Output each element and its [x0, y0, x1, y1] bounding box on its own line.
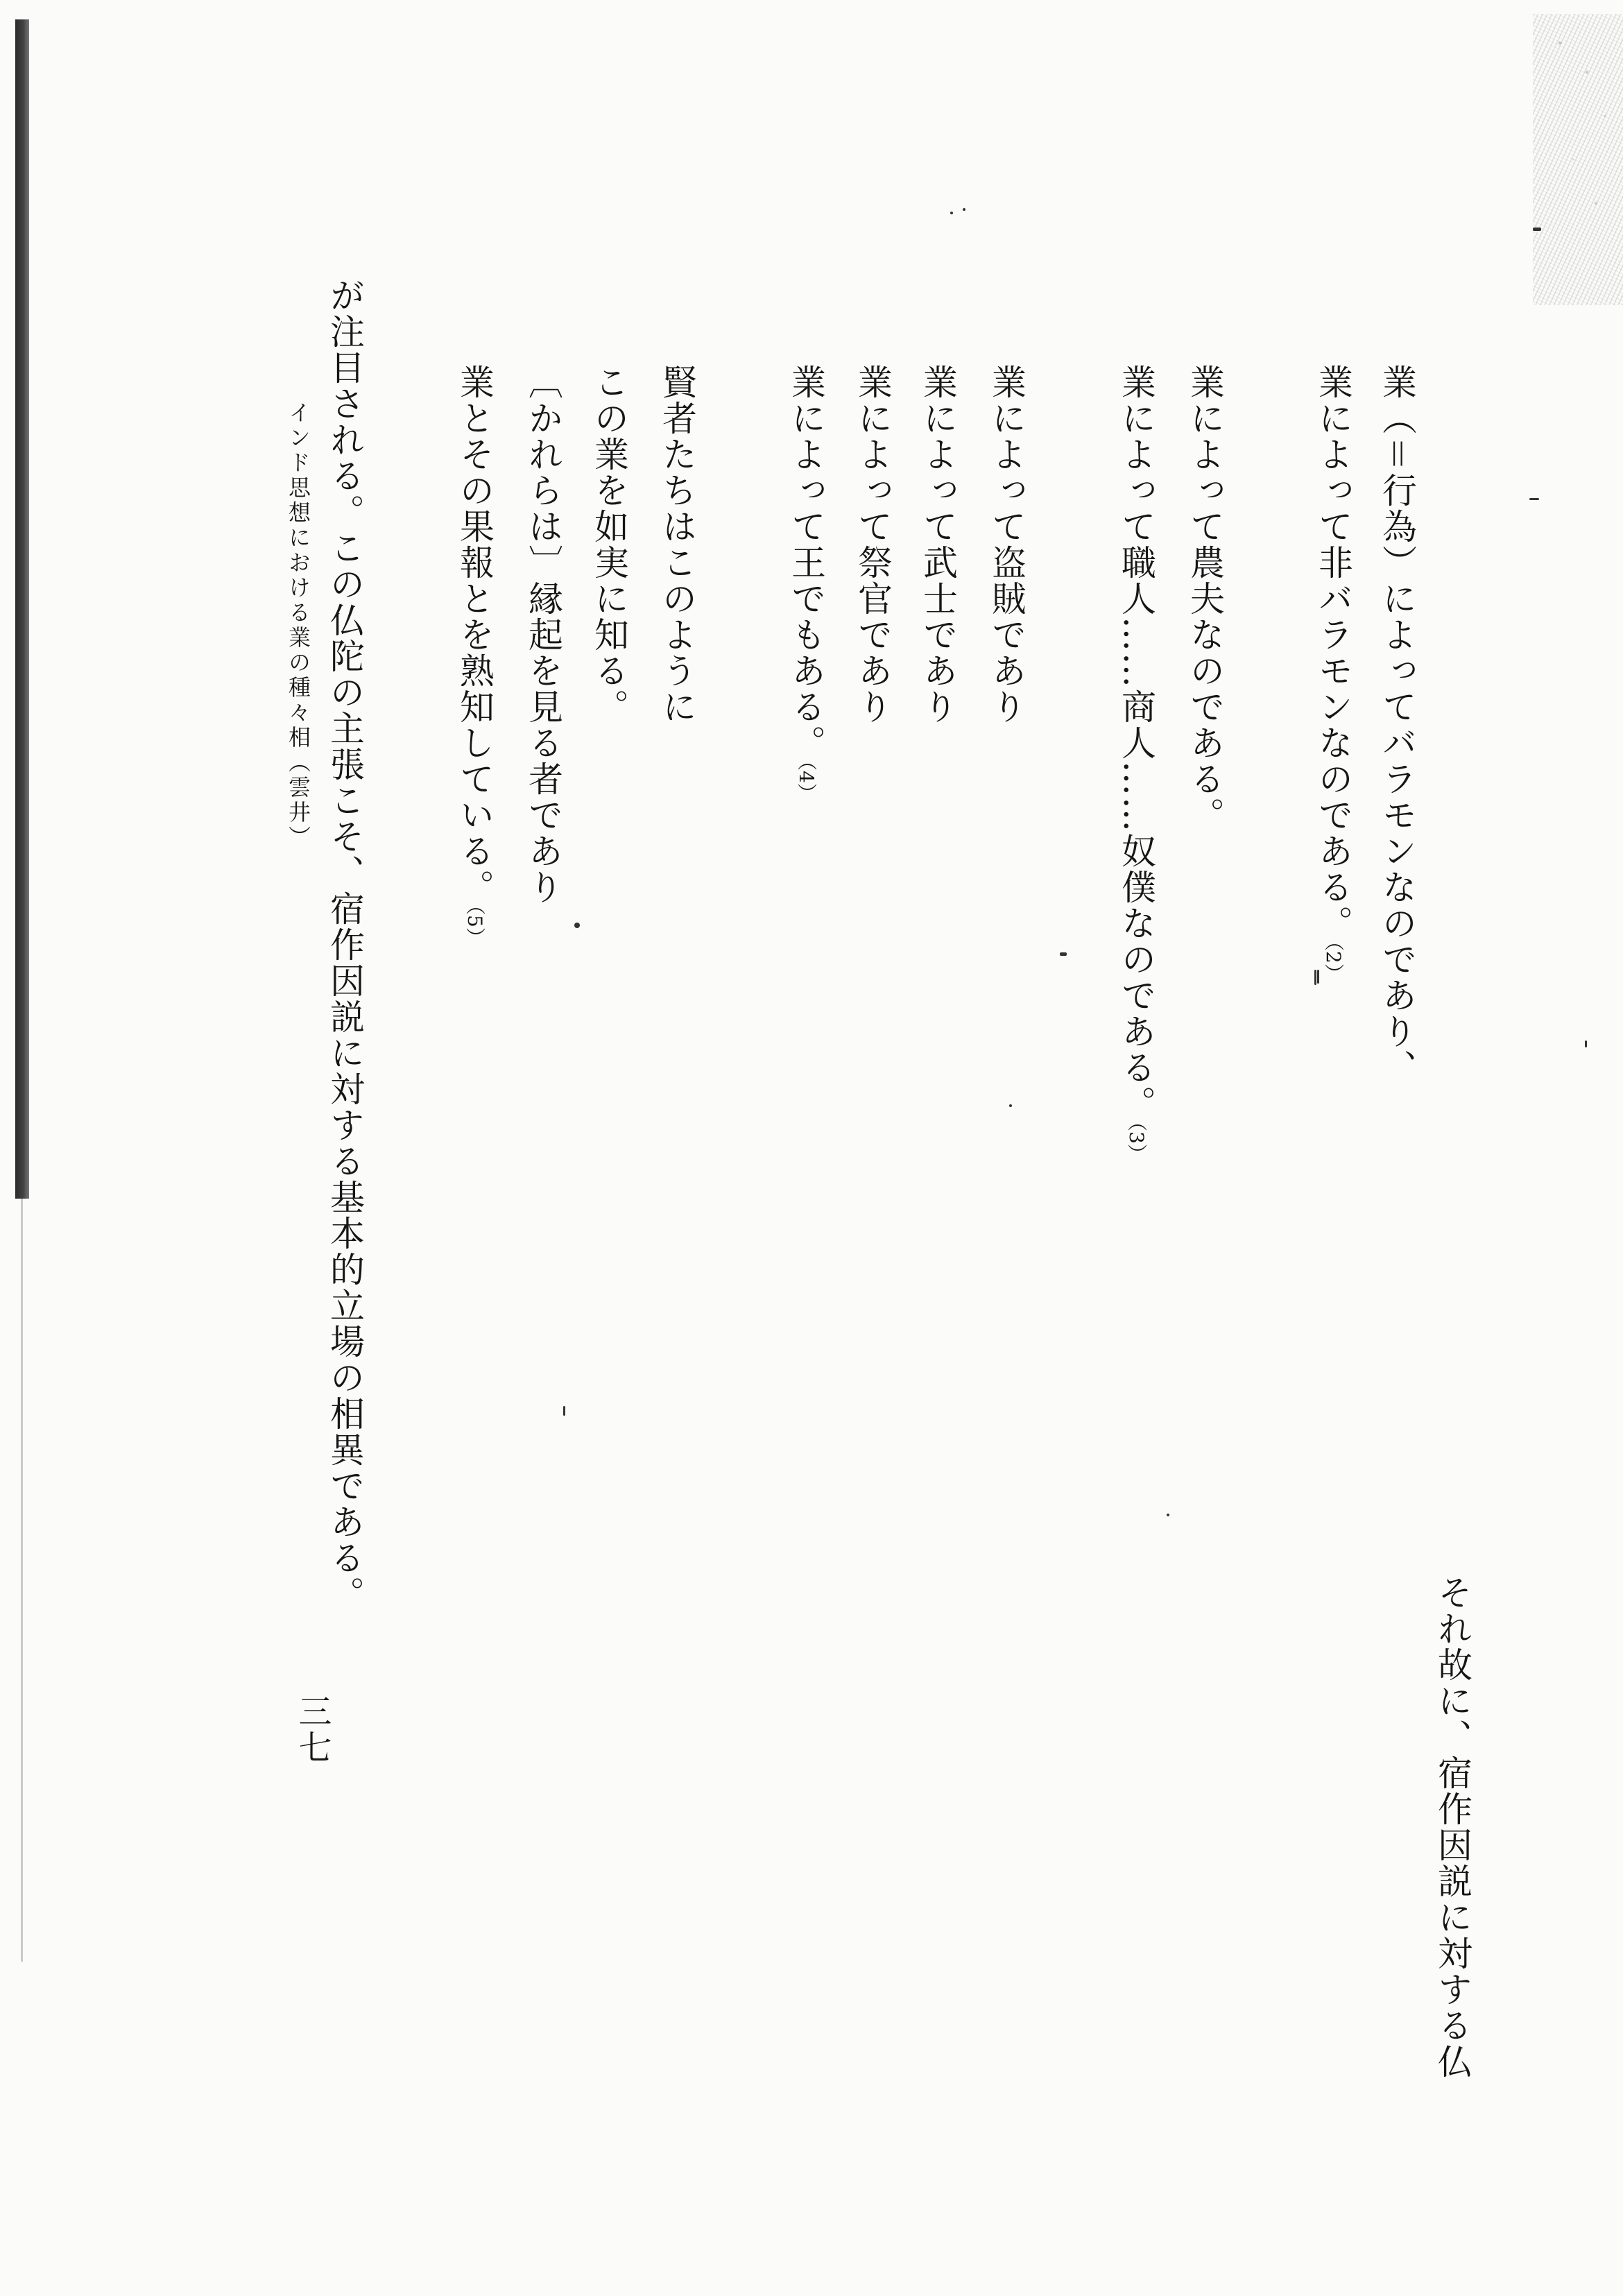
verse4-line1: [656, 364, 698, 725]
verse3-line3: [852, 364, 893, 725]
verse3-line2-text: 業によって武士であり: [918, 364, 958, 725]
footnote-marker-4: （4）: [795, 761, 818, 803]
verse4-line3: [522, 364, 564, 905]
scan-speck: [1317, 970, 1319, 984]
scan-speck: [563, 1406, 565, 1416]
verse1-line2-text: 業によって非バラモンなのである。: [1313, 364, 1353, 941]
scan-noise-corner: [1533, 14, 1623, 305]
verse2-line2: [1115, 364, 1157, 1163]
verse2-line1-text: 業によって農夫なのである。: [1185, 364, 1225, 833]
scan-speck: [1167, 1514, 1169, 1516]
scan-speck: [963, 208, 965, 211]
verse3-line4-text: 業によって王でもある。: [786, 364, 826, 761]
verse4-line3-text: 〔かれらは〕縁起を見る者であり: [523, 364, 563, 905]
scan-speck: [1009, 1104, 1012, 1107]
verse4-line2-text: この業を如実に知る。: [589, 364, 629, 725]
page-number: 三七: [293, 1694, 332, 1766]
binding-edge-shadow: [15, 19, 29, 1199]
verse2-line2-text: 業によって職人……商人……奴僕なのである。: [1116, 364, 1156, 1122]
footnote-marker-5: （5）: [463, 905, 486, 947]
verse3-line3-text: 業によって祭官であり: [852, 364, 893, 725]
verse4-line4-text: 業とその果報とを熟知している。: [454, 364, 495, 905]
scan-speck: [1533, 228, 1541, 231]
prose-line2-text: が注目される。この仏陀の主張こそ、宿作因説に対する基本的立場の相異である。: [325, 277, 365, 1612]
scan-speck: [1585, 1040, 1587, 1047]
scan-speck: [1060, 952, 1067, 956]
verse3-line1: [986, 364, 1027, 725]
footnote-marker-2: （2）: [1322, 941, 1345, 983]
verse3-line1-text: 業によって盗賊であり: [986, 364, 1027, 725]
verse2-line1: [1184, 364, 1226, 833]
prose-line2: [324, 277, 366, 1612]
scan-speck: [1529, 498, 1539, 500]
verse1-line1-text: 業（＝行為）によってバラモンなのであり、: [1377, 364, 1417, 1086]
running-title: インド思想における業の種々相（雲井）: [285, 401, 311, 850]
binding-edge-faint-line: [21, 1199, 23, 1962]
scan-speck: [950, 212, 953, 214]
verse1-line2: [1312, 364, 1354, 983]
verse1-line1: [1376, 364, 1418, 1086]
verse3-line2: [917, 364, 959, 725]
verse3-line4: [785, 364, 827, 803]
prose-line1: [1432, 1575, 1473, 2080]
scan-speck: [574, 923, 580, 928]
verse4-line4: [454, 364, 495, 947]
verse4-line2: [588, 364, 630, 725]
verse4-line1-text: 賢者たちはこのように: [657, 364, 697, 725]
footnote-marker-3: （3）: [1125, 1122, 1148, 1163]
prose-line1-text: それ故に、宿作因説に対する仏: [1432, 1575, 1472, 2080]
